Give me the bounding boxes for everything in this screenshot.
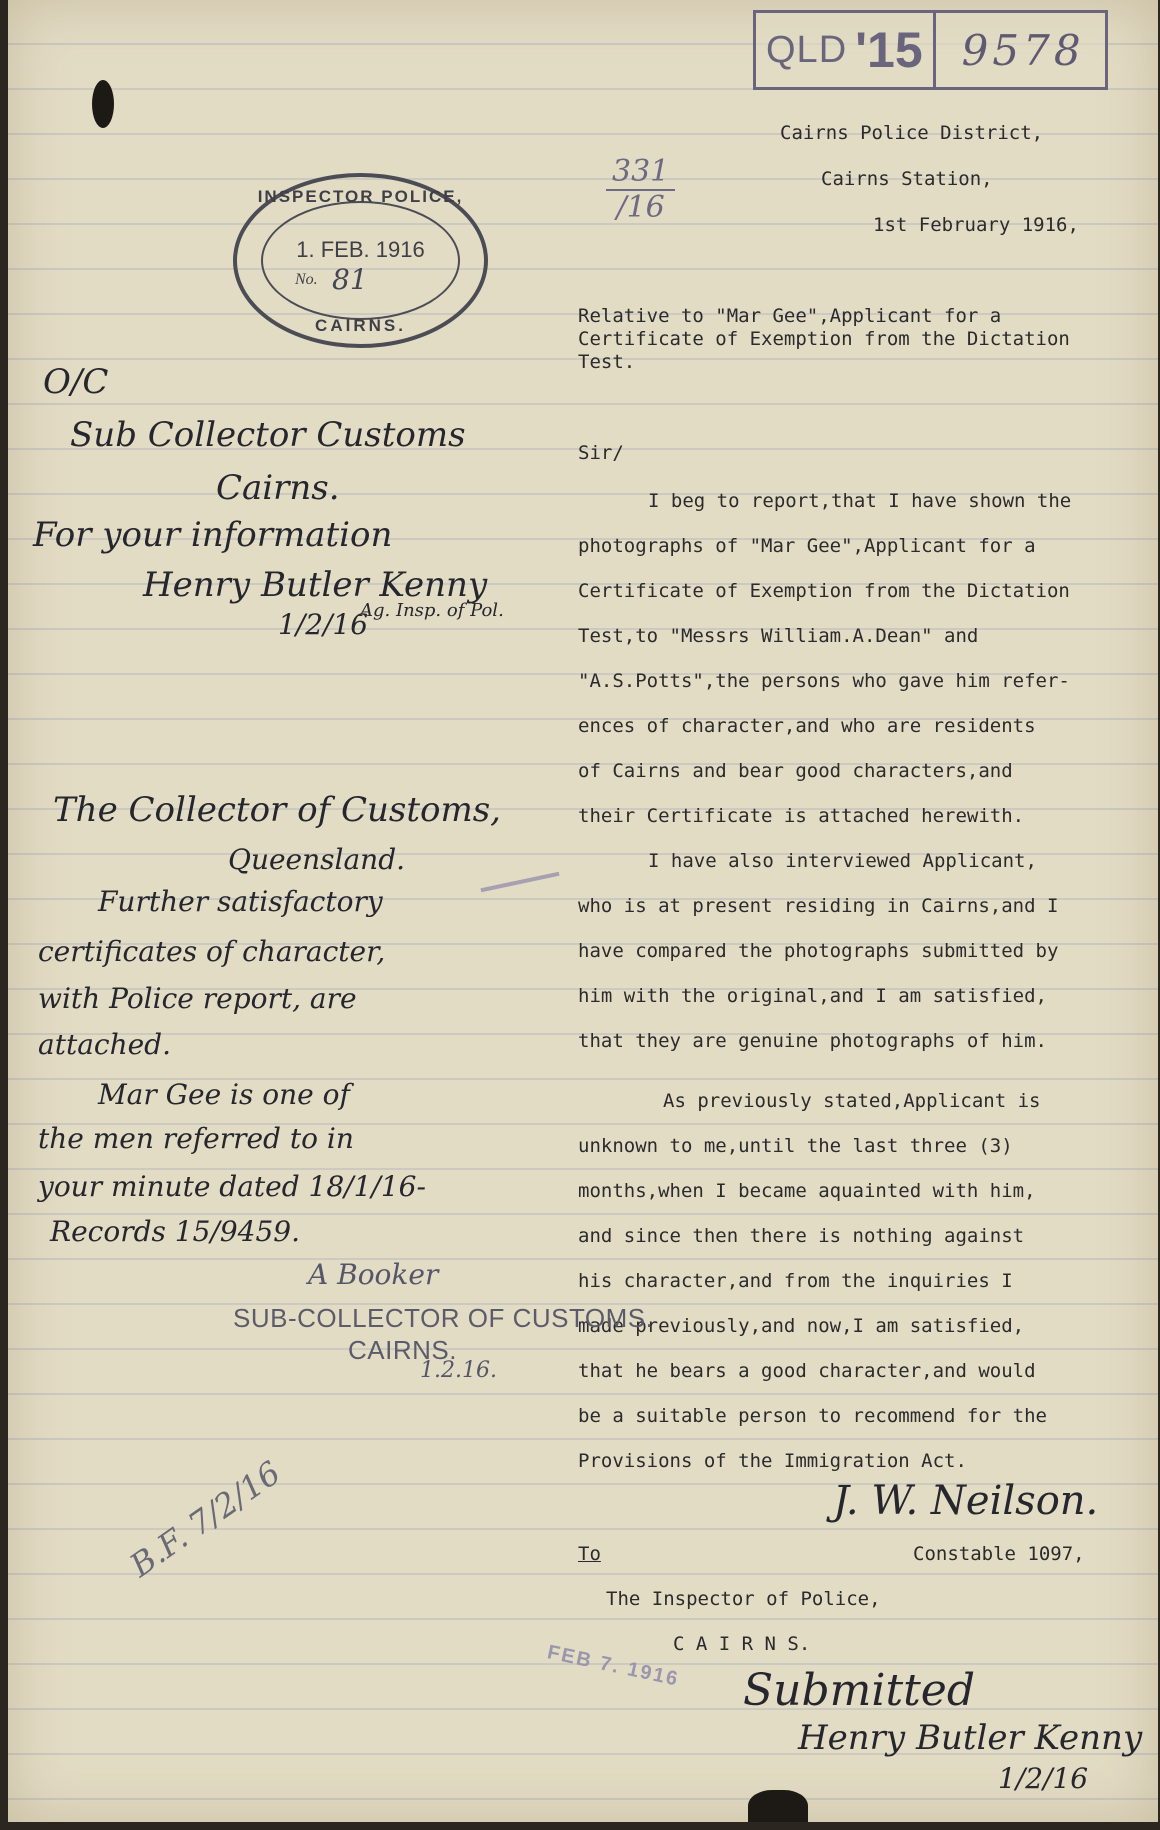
address-line-2: C A I R N S. — [673, 1633, 811, 1655]
body-line: be a suitable person to recommend for the — [578, 1405, 1047, 1427]
note2-line-9: your minute dated 18/1/16- — [38, 1170, 426, 1203]
body-line: that they are genuine photographs of him. — [578, 1030, 1047, 1052]
body-line: Test,to "Messrs William.A.Dean" and — [578, 625, 979, 647]
handwritten-reference — [606, 155, 675, 225]
body-line: I beg to report,that I have shown the — [648, 490, 1072, 512]
constable-signature: J. W. Neilson. — [833, 1478, 1099, 1524]
body-line: made previously,and now,I am satisfied, — [578, 1315, 1025, 1337]
body-line: ences of character,and who are residents — [578, 715, 1036, 737]
heading-district: Cairns Police District, — [780, 122, 1044, 144]
body-line: him with the original,and I am satisfied, — [578, 985, 1047, 1007]
note1-line-2: Sub Collector Customs — [70, 415, 466, 455]
body-line: of Cairns and bear good characters,and — [578, 760, 1013, 782]
subject-line-1: Relative to "Mar Gee",Applicant for a — [578, 305, 1002, 327]
note1-line-3: Cairns. — [216, 468, 340, 508]
body-line: Provisions of the Immigration Act. — [578, 1450, 967, 1472]
note1-line-5: Henry Butler Kenny — [143, 565, 488, 605]
received-date-stamp: FEB 7. 1916 — [545, 1641, 682, 1691]
body-line: and since then there is nothing against — [578, 1225, 1025, 1247]
note1-line-6: 1/2/16 — [278, 608, 369, 641]
note1-line-1: O/C — [43, 362, 109, 402]
note2-line-10: Records 15/9459. — [50, 1215, 300, 1248]
body-line: months,when I became aquainted with him, — [578, 1180, 1036, 1202]
note2-date: 1.2.16. — [420, 1358, 497, 1383]
subject-line-2: Certificate of Exemption from the Dictation — [578, 328, 1070, 350]
note2-signature: A Booker — [308, 1258, 439, 1291]
heading-date: 1st February 1916, — [873, 214, 1079, 236]
note2-line-6: attached. — [38, 1028, 171, 1061]
stamp-no-value: 81 — [332, 263, 368, 296]
reference-numerator: 331 — [606, 155, 675, 191]
body-line: photographs of "Mar Gee",Applicant for a — [578, 535, 1036, 557]
salutation: Sir/ — [578, 442, 624, 464]
submitted-line-1: Submitted — [743, 1665, 976, 1716]
punch-hole — [92, 80, 114, 128]
note2-line-7: Mar Gee is one of — [98, 1078, 350, 1111]
body-line: who is at present residing in Cairns,and I — [578, 895, 1059, 917]
inspector-police-stamp — [233, 173, 488, 348]
stamp-date: 1. FEB. 1916 — [296, 237, 425, 262]
body-line: his character,and from the inquiries I — [578, 1270, 1013, 1292]
constable-rank: Constable 1097, — [913, 1543, 1085, 1565]
stamp-no-label: No. — [295, 271, 318, 288]
note2-line-5: with Police report, are — [38, 982, 357, 1015]
body-line: that he bears a good character,and would — [578, 1360, 1036, 1382]
subject-line-3: Test. — [578, 351, 636, 373]
pen-stroke — [480, 872, 559, 893]
body-line: their Certificate is attached herewith. — [578, 805, 1025, 827]
qld-stamp-number: 9578 — [961, 25, 1085, 75]
note2-line-3: Further satisfactory — [98, 885, 383, 918]
address-to: To — [578, 1543, 601, 1565]
qld-stamp-box — [756, 13, 936, 87]
note2-line-4: certificates of character, — [38, 935, 386, 968]
qld-stamp-state: QLD — [766, 28, 848, 71]
stamp-bottom-text: CAIRNS. — [315, 316, 406, 335]
document-page — [8, 0, 1158, 1822]
address-line-1: The Inspector of Police, — [606, 1588, 881, 1610]
note2-line-8: the men referred to in — [38, 1122, 354, 1155]
stamp-top-text: INSPECTOR POLICE, — [257, 187, 464, 206]
submitted-line-3: 1/2/16 — [998, 1762, 1089, 1795]
body-line: unknown to me,until the last three (3) — [578, 1135, 1013, 1157]
page-tear — [748, 1790, 808, 1822]
heading-station: Cairns Station, — [821, 168, 993, 190]
qld-registry-stamp — [753, 10, 1108, 90]
reference-denominator: /16 — [616, 190, 665, 225]
body-line: I have also interviewed Applicant, — [648, 850, 1037, 872]
note1-line-7: Ag. Insp. of Pol. — [360, 600, 504, 621]
note2-line-1: The Collector of Customs, — [53, 790, 501, 830]
sub-collector-stamp-line-2: CAIRNS. — [348, 1335, 457, 1365]
sub-collector-stamp-line-1: SUB-COLLECTOR OF CUSTOMS. — [233, 1303, 654, 1333]
body-line: Certificate of Exemption from the Dictation — [578, 580, 1070, 602]
body-line: have compared the photographs submitted by — [578, 940, 1059, 962]
body-line: As previously stated,Applicant is — [663, 1090, 1041, 1112]
body-line: "A.S.Potts",the persons who gave him refer- — [578, 670, 1070, 692]
note1-line-4: For your information — [33, 515, 393, 555]
submitted-line-2: Henry Butler Kenny — [798, 1718, 1143, 1758]
note2-line-2: Queensland. — [228, 843, 406, 876]
qld-stamp-year: '15 — [855, 22, 923, 78]
pencil-note: B.F. 7/2/16 — [122, 1453, 288, 1585]
